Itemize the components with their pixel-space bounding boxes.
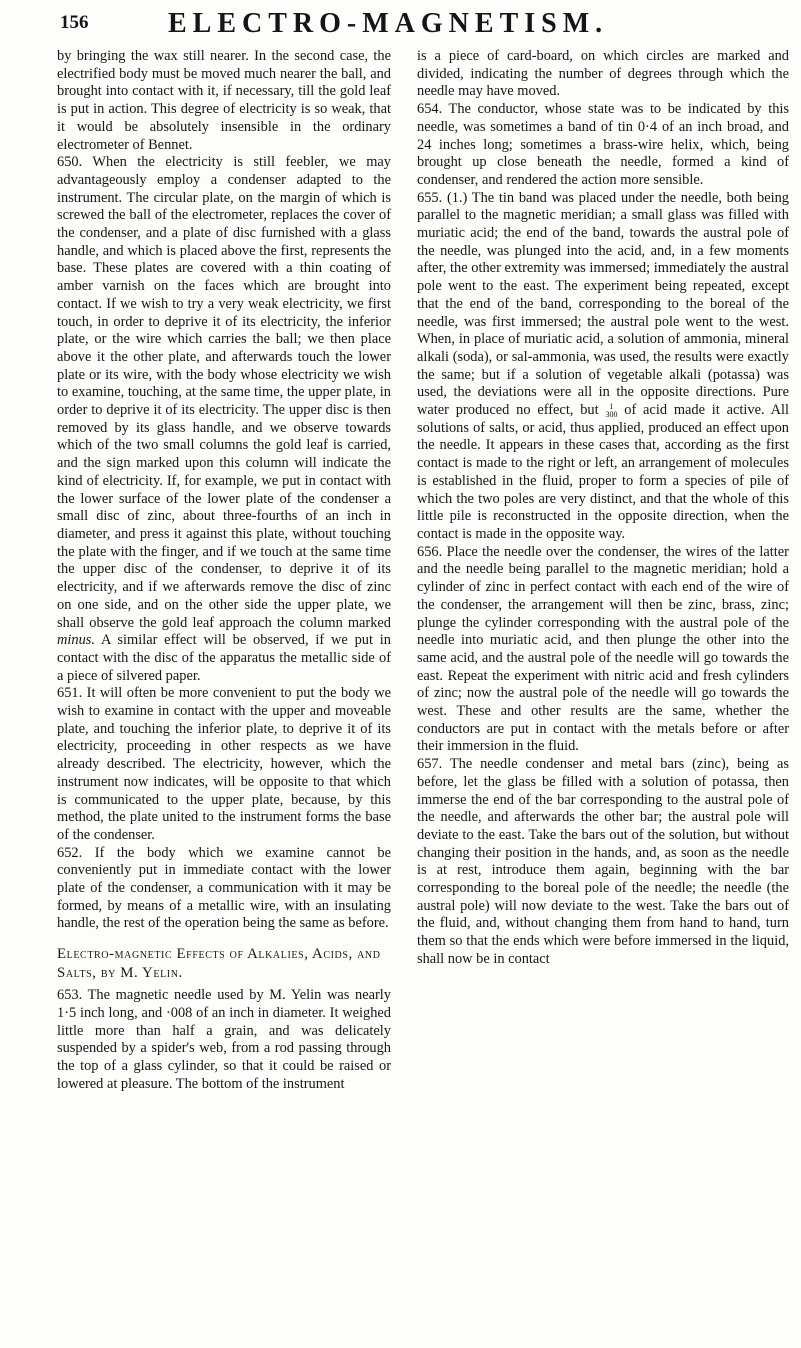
running-head <box>60 8 787 40</box>
paragraph-number: 655. <box>417 189 443 206</box>
paragraph-653-continued: is a piece of card-board, on which circles are marked and divided, indicating the number of degrees through which the needle may have moved. <box>417 48 789 100</box>
paragraph-number: 657. <box>417 756 443 773</box>
paragraph-number: 651. <box>57 685 83 702</box>
paragraph-654: 654. The conductor, whose state was to be indicated by this needle, was sometimes a band of tin 0·4 of an inch broad, and 24 inches long; sometimes a brass-wire helix, which, being brought up close beneath the needle, formed a kind of condenser, and rendered the action more sensible. <box>417 101 789 188</box>
page-number: 156 <box>60 12 89 33</box>
paragraph-number: 656. <box>417 543 443 560</box>
paragraph-651: 651. It will often be more convenient to put the body we wish to examine in contact with the upper and moveable plate, and touching the inferior plate, to deprive it of its electricity, proceeding in other respects as we have already described. The electricity, however, which the instrument now indicates, will be opposite to that which is communicated to the upper plate, because, by this method, the plate united to the instrument forms the base of the condenser. <box>57 685 391 843</box>
paragraph-continued: by bringing the wax still nearer. In the second case, the electrified body must be moved much nearer the ball, and brought into contact with it, if necessary, till the gold leaf is put in action. This degree of electricity is so weak, that it would be absolutely insensible in the ordinary electrometer of Bennet. <box>57 48 391 153</box>
minus-emphasis: minus. <box>57 632 95 649</box>
paragraph-657: 657. The needle condenser and metal bars (zinc), being as before, let the glass be filled with a solution of potassa, then immerse the end of the bar corresponding to the austral pole of the needle, and afterwards the other bar; the austral pole will deviate to the east. Take the bars out of the solution, but without changing their position in the hands, and, as soon as the needle is at rest, introduce them again, beginning with the bar corresponding to the boreal pole of the needle; the needle (the austral pole) will now deviate to the west. Take the bars out of the fluid, and, without changing them from hand to hand, turn them so that the ends which were before immersed in the liquid, shall now be in contact <box>417 756 790 967</box>
running-title: ELECTRO-MAGNETISM. <box>168 8 609 39</box>
paragraph-number: 650. <box>57 154 83 171</box>
paragraph-655: 655. (1.) The tin band was placed under the needle, both being parallel to the magnetic meridian; a small glass was filled with muriatic acid; the end of the band, towards the austral pole of the needle, was plunged into the acid, and, in a few moments after, the other extremity was immersed; immediately the austral pole went to the east. The experiment being repeated, except that the end of the band, corresponding to the boreal of the needle, was first immersed; the austral pole went to the west. When, in place of muriatic acid, a solution of ammonia, mineral alkali (soda), or sal-ammonia, was used, the results were exactly the same; but if a solution of vegetable alkali (potassa) was used, the deviations were all in the opposite directions. Pure water produced no effect, but 1 300 of acid made it active. All solutions of salts, or acid, thus applied, produced an effect upon the needle. It appears in these cases that, according as the first contact is made to the right or left, an arrangement of molecules is established in the fluid, proper to form a species of pile of which the two poles are very distinct, and that the whole of this little pile is reconstructed in the opposite direction, when the contact is made in the opposite way. <box>417 189 789 542</box>
left-column <box>57 48 391 1093</box>
paragraph-653: 653. The magnetic needle used by M. Yelin was nearly 1·5 inch long, and ·008 of an inch in diameter. It weighed little more than half a grain, and was delicately suspended by a spider's web, from a rod passing through the top of a glass cylinder, so that it could be raised or lowered at pleasure. The bottom of the instrument <box>57 987 391 1092</box>
paragraph-652: 652. If the body which we examine cannot be conveniently put in immediate contact with the lower plate of the condenser, a communication with it may be formed, by means of a metallic wire, with an insulating handle, the rest of the operation being the same as before. <box>57 844 391 932</box>
paragraph-number: 652. <box>57 844 83 861</box>
paragraph-656: 656. Place the needle over the condenser, the wires of the latter and the needle being parallel to the magnetic meridian; hold a cylinder of zinc in perfect contact with each end of the wire of the condenser, the arrangement will then be zinc, brass, zinc; plunge the cylinder corresponding with the austral pole of the needle into muriatic acid, and then plunge the other into the same acid, and the austral pole of the needle will go towards the east. Repeat the experiment with nitric acid and fresh cylinders of zinc; now the austral pole of the needle will go towards the west. These and other results are the same, whether the conductors are put in contact with the metals before or after their immersion in the fluid. <box>417 543 789 755</box>
paragraph-650: 650. When the electricity is still feebler, we may advantageously employ a condenser adapted to the instrument. The circular plate, on the margin of which is screwed the ball of the electrometer, replaces the cover of the condenser, and a plate of disc furnished with a glass handle, and which is placed above the first, represents the base. These plates are covered with a thin coating of amber varnish on the faces which are brought into contact. If we wish to try a very weak electricity, we first touch, in order to deprive it of its electricity, the inferior plate, or the wire which carries the ball; we then place above it the other plate, and afterwards touch the lower plate or its wire, with the body whose electricity we wish to examine, touching, at the same time, the upper plate, in order to deprive it of its electricity. The upper disc is then removed by its glass handle, and we observe towards which of the two small columns the gold leaf is carried, and the sign marked upon this column will indicate the kind of electricity. If, for example, we put in contact with the lower surface of the lower plate of the condenser a small disc of zinc, about three-fourths of an inch in diameter, and press it against this plate, without touching the plate with the finger, and if we touch at the same time the upper disc of the condenser, to deprive it of its electricity, and if we afterwards remove the disc of zinc on one side, and on the other side the upper plate, we shall observe the gold leaf approach the column marked minus. A similar effect will be observed, if we put in contact with the disc of the apparatus the metallic side of a piece of silvered paper. <box>57 154 391 684</box>
section-heading: Electro-magnetic Effects of Alkalies, Acids, and Salts, by M. Yelin. <box>57 946 381 982</box>
right-column <box>417 48 789 969</box>
fraction: 1 300 <box>605 401 618 419</box>
paragraph-number: 654. <box>417 101 443 118</box>
paragraph-number: 653. <box>57 987 83 1004</box>
